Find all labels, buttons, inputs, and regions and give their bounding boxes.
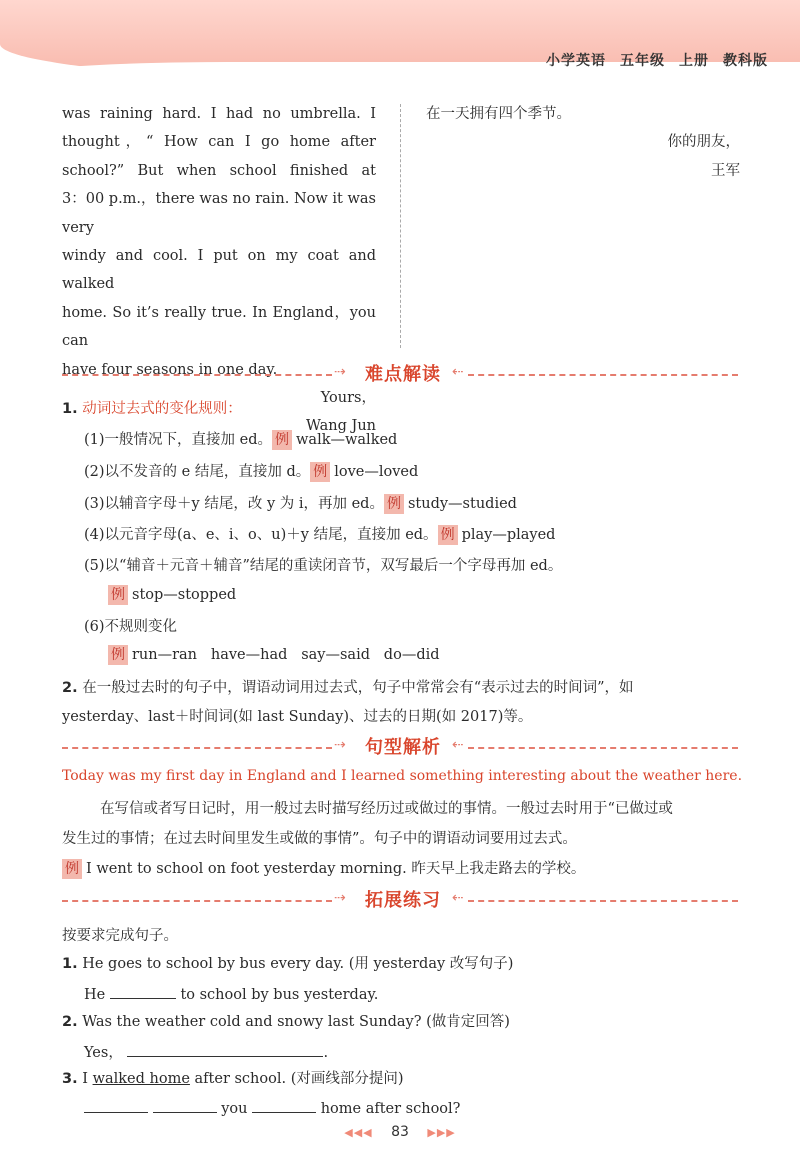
- section-title: 难点解读: [365, 364, 441, 385]
- answer-blank[interactable]: [84, 1096, 148, 1113]
- left-arrows-icon: ◀◀◀: [344, 1126, 373, 1139]
- item-text: yesterday、last＋时间词(如 last Sunday)、过去的日期(如 2017)等。: [62, 709, 533, 725]
- rule-example: love—loved: [334, 464, 419, 480]
- letter-cn-signature: 王军: [711, 162, 740, 179]
- example-icon: 例: [62, 859, 82, 879]
- answer-blank[interactable]: [153, 1096, 217, 1113]
- example-text: I went to school on foot yesterday morning. 昨天早上我走路去的学校。: [86, 861, 586, 877]
- rule-6: [84, 615, 177, 636]
- rule-2: [84, 460, 418, 482]
- practice-instruction: 按要求完成句子。: [62, 928, 178, 944]
- section-title: 拓展练习: [365, 890, 441, 911]
- dashed-line: [468, 374, 738, 376]
- letter-line: 3：00 p.m.，there was no rain. Now it was very: [62, 191, 376, 236]
- sentence-explain-1: 在写信或者写日记时，用一般过去时描写经历过或做过的事情。一般过去时用于“已做过或: [100, 801, 673, 817]
- answer-2: [84, 1040, 328, 1062]
- letter-cn-line: 在一天拥有四个季节。: [426, 106, 571, 122]
- dashed-line: [468, 900, 738, 902]
- header-subject: 小学英语: [546, 53, 606, 69]
- page-number: 83: [391, 1124, 409, 1140]
- dashed-line: [62, 374, 332, 376]
- sentence-example: [62, 857, 585, 879]
- rule-5: [84, 554, 562, 575]
- dashed-line: [62, 900, 332, 902]
- item-text: 在一般过去时的句子中，谓语动词用过去式，句子中常常会有“表示过去的时间词”，如: [82, 680, 634, 696]
- arrow-right-icon: ⇢: [334, 890, 346, 906]
- letter-chinese: [426, 100, 740, 185]
- question-number: 1.: [62, 956, 78, 972]
- letter-line: have four seasons in one day.: [62, 361, 278, 378]
- letter-signature: Wang Jun: [305, 418, 376, 435]
- rule-example: stop—stopped: [132, 587, 237, 603]
- rule-text: (2)以不发音的 e 结尾，直接加 d。: [84, 464, 311, 480]
- answer-suffix: home after school?: [320, 1101, 461, 1117]
- letter-line: school?” But when school finished at: [62, 162, 376, 179]
- item-number: 2.: [62, 680, 78, 696]
- letter-line: was raining hard. I had no umbrella. I: [62, 106, 376, 122]
- underlined-phrase: walked home: [92, 1071, 190, 1087]
- answer-prefix: Yes，: [84, 1045, 123, 1061]
- rule-3: [84, 492, 517, 514]
- section-header-sentence: [62, 733, 738, 763]
- letter-closing: Yours，: [320, 390, 376, 407]
- question-1: [62, 952, 513, 973]
- item-title: 动词过去式的变化规则：: [82, 401, 242, 417]
- question-text: after school. (对画线部分提问): [194, 1071, 404, 1087]
- letter-line: thought，“ How can I go home after: [62, 134, 376, 151]
- example-icon: 例: [272, 430, 292, 450]
- question-prefix: I: [82, 1071, 88, 1087]
- rule-text: (3)以辅音字母＋y 结尾，改 y 为 i，再加 ed。: [84, 496, 384, 512]
- question-2: [62, 1010, 510, 1031]
- dashed-line: [468, 747, 738, 749]
- question-3: [62, 1067, 404, 1088]
- example-icon: 例: [438, 525, 458, 545]
- letter-cn-closing: 你的朋友，: [667, 134, 740, 151]
- rule-example: run—ran have—had say—said do—did: [132, 647, 440, 663]
- example-icon: 例: [310, 462, 330, 482]
- rule-example: walk—walked: [296, 432, 398, 448]
- header-grade: 五年级: [620, 53, 665, 69]
- difficult-item-1: [62, 397, 242, 418]
- sentence-explain-2: 发生过的事情；在过去时间里发生或做的事情”。句子中的谓语动词要用过去式。: [62, 831, 577, 847]
- question-text: Was the weather cold and snowy last Sunday? (做肯定回答): [82, 1014, 510, 1030]
- question-text: He goes to school by bus every day. (用 yesterday 改写句子): [82, 956, 514, 972]
- answer-3: [84, 1096, 460, 1117]
- rule-5-example: [108, 585, 236, 605]
- arrow-left-icon: ⇠: [452, 364, 464, 380]
- rule-example: play—played: [461, 527, 556, 543]
- answer-blank[interactable]: [127, 1040, 323, 1057]
- column-divider: [400, 104, 401, 348]
- page-footer: [0, 1124, 800, 1140]
- header-volume: 上册: [679, 53, 709, 69]
- section-header-difficult: [62, 360, 738, 390]
- arrow-right-icon: ⇢: [334, 364, 346, 380]
- answer-suffix: to school by bus yesterday.: [180, 987, 379, 1003]
- section-header-practice: [62, 886, 738, 916]
- rule-4: [84, 523, 555, 545]
- rule-text: (4)以元音字母(a、e、i、o、u)＋y 结尾，直接加 ed。: [84, 527, 438, 543]
- example-icon: 例: [108, 645, 128, 665]
- section-title: 句型解析: [365, 737, 441, 758]
- arrow-left-icon: ⇠: [452, 890, 464, 906]
- letter-line: home. So it’s really true. In England，you can: [62, 304, 376, 350]
- answer-blank[interactable]: [252, 1096, 316, 1113]
- letter-line: windy and cool. I put on my coat and walked: [62, 248, 376, 293]
- rule-text: (5)以“辅音＋元音＋辅音”结尾的重读闭音节，双写最后一个字母再加 ed。: [84, 558, 563, 574]
- header-info: [532, 50, 768, 70]
- right-arrows-icon: ▶▶▶: [427, 1126, 456, 1139]
- rule-text: (6)不规则变化: [84, 619, 178, 635]
- rule-1: [84, 428, 397, 450]
- difficult-item-2-cont: [62, 705, 532, 726]
- header-edition: 教科版: [723, 53, 768, 69]
- arrow-left-icon: ⇠: [452, 737, 464, 753]
- dashed-line: [62, 747, 332, 749]
- item-number: 1.: [62, 401, 78, 417]
- example-icon: 例: [384, 494, 404, 514]
- answer-mid: you: [221, 1101, 248, 1117]
- rule-6-example: [108, 645, 440, 665]
- key-sentence: Today was my first day in England and I learned something interesting about the weather here.: [62, 768, 743, 784]
- rule-example: study—studied: [407, 496, 517, 512]
- question-number: 2.: [62, 1014, 78, 1030]
- difficult-item-2: [62, 676, 634, 697]
- answer-suffix: .: [323, 1045, 329, 1061]
- answer-prefix: He: [84, 987, 106, 1003]
- arrow-right-icon: ⇢: [334, 737, 346, 753]
- rule-text: (1)一般情况下，直接加 ed。: [84, 432, 273, 448]
- example-icon: 例: [108, 585, 128, 605]
- answer-1: [84, 982, 378, 1003]
- question-number: 3.: [62, 1071, 78, 1087]
- answer-blank[interactable]: [110, 982, 176, 999]
